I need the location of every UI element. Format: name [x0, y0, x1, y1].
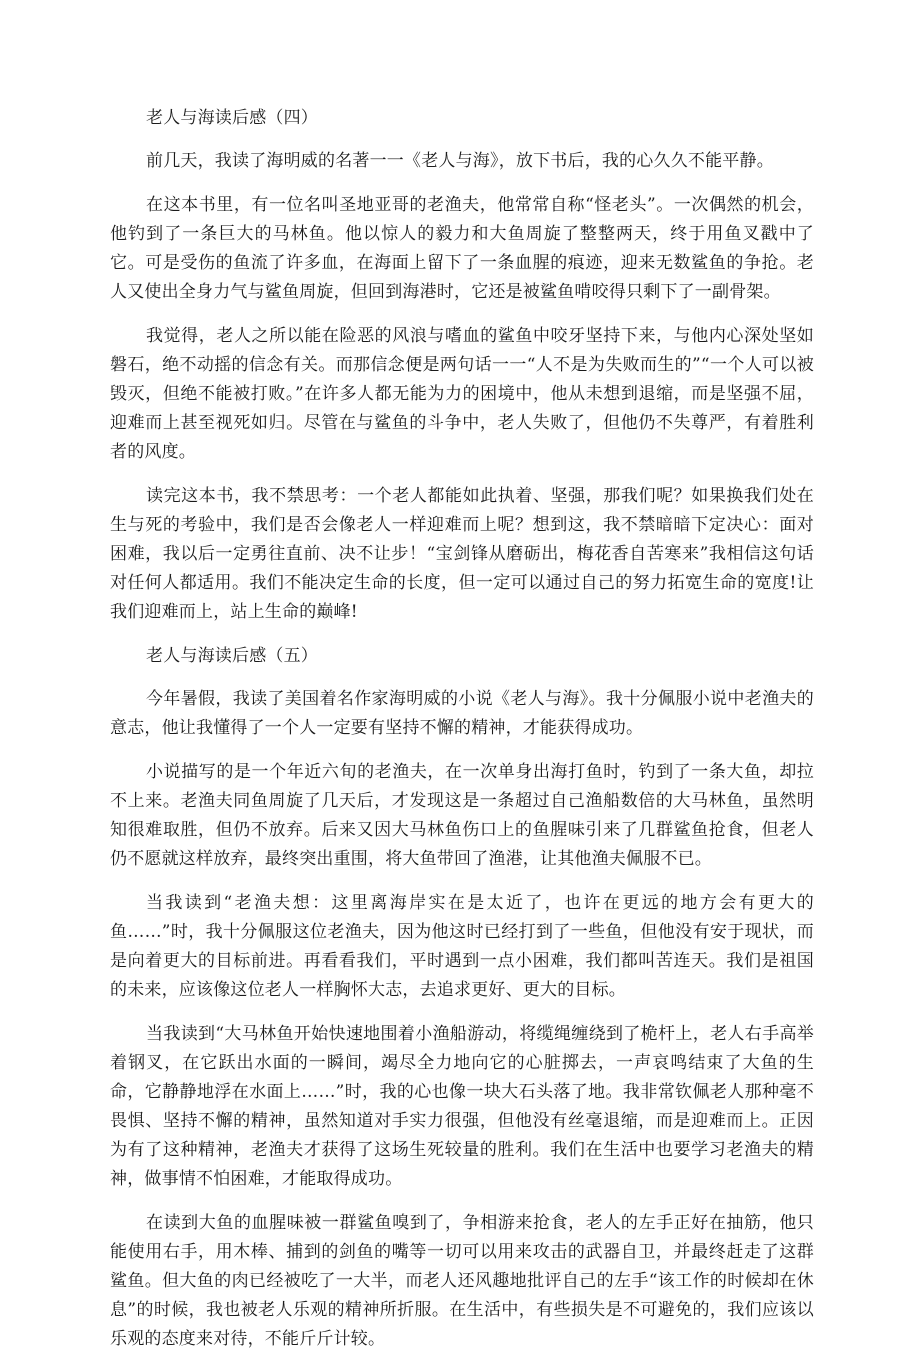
paragraph: 在读到大鱼的血腥味被一群鲨鱼嗅到了，争相游来抢食，老人的左手正好在抽筋，他只能使用右手，用木棒、捕到的剑鱼的嘴等一切可以用来攻击的武器自卫，并最终赶走了这群鲨鱼。但大鱼的肉已经被吃了一大半，而老人还风趣地批评自己的左手“该工作的时候却在休息”的时候，我也被老人乐观的精神所折服。在生活中，有些损失是不可避免的，我们应该以乐观的态度来对待，不能斤斤计较。 [110, 1213, 814, 1349]
paragraph: 小说描写的是一个年近六旬的老渔夫，在一次单身出海打鱼时，钓到了一条大鱼，却拉不上来。老渔夫同鱼周旋了几天后，才发现这是一条超过自己渔船数倍的大马林鱼，虽然明知很难取胜，但仍不放弃。后来又因大马林鱼伤口上的鱼腥味引来了几群鲨鱼抢食，但老人仍不愿就这样放弃，最终突出重围，将大鱼带回了渔港，让其他渔夫佩服不已。 [110, 762, 814, 869]
paragraph: 今年暑假，我读了美国着名作家海明威的小说《老人与海》。我十分佩服小说中老渔夫的意志，他让我懂得了一个人一定要有坚持不懈的精神，才能获得成功。 [110, 689, 814, 738]
paragraph: 当我读到“老渔夫想：这里离海岸实在是太近了，也许在更远的地方会有更大的鱼……”时，我十分佩服这位老渔夫，因为他这时已经打到了一些鱼，但他没有安于现状，而是向着更大的目标前进。再看看我们，平时遇到一点小困难，我们都叫苦连天。我们是祖国的未来，应该像这位老人一样胸怀大志，去追求更好、更大的目标。 [110, 893, 814, 1000]
paragraph: 我觉得，老人之所以能在险恶的风浪与嗜血的鲨鱼中咬牙坚持下来，与他内心深处坚如磐石，绝不动摇的信念有关。而那信念便是两句话一一“人不是为失败而生的”“一个人可以被毁灭，但绝不能被打败。”在许多人都无能为力的困境中，他从未想到退缩，而是坚强不屈，迎难而上甚至视死如归。尽管在与鲨鱼的斗争中，老人失败了，但他仍不失尊严，有着胜利者的风度。 [110, 326, 814, 462]
section-title-4: 老人与海读后感（四） [146, 108, 318, 128]
section-title-5: 老人与海读后感（五） [146, 646, 318, 666]
paragraph: 当我读到“大马林鱼开始快速地围着小渔船游动，将缆绳缠绕到了桅杆上，老人右手高举着钢叉，在它跃出水面的一瞬间，竭尽全力地向它的心脏掷去，一声哀鸣结束了大鱼的生命，它静静地浮在水面上……”时，我的心也像一块大石头落了地。我非常钦佩老人那种毫不畏惧、坚持不懈的精神，虽然知道对手实力很强，但他没有丝毫退缩，而是迎难而上。正因为有了这种精神，老渔夫才获得了这场生死较量的胜利。我们在生活中也要学习老渔夫的精神，做事情不怕困难，才能取得成功。 [110, 1024, 814, 1189]
paragraph: 读完这本书，我不禁思考：一个老人都能如此执着、坚强，那我们呢？如果换我们处在生与死的考验中，我们是否会像老人一样迎难而上呢？想到这，我不禁暗暗下定决心：面对困难，我以后一定勇往直前、决不让步！“宝剑锋从磨砺出，梅花香自苦寒来”我相信这句话对任何人都适用。我们不能决定生命的长度，但一定可以通过自己的努力拓宽生命的宽度!让我们迎难而上，站上生命的巅峰! [110, 486, 814, 622]
paragraph: 前几天，我读了海明威的名著一一《老人与海》，放下书后，我的心久久不能平静。 [146, 151, 774, 171]
paragraph: 在这本书里，有一位名叫圣地亚哥的老渔夫，他常常自称“怪老头”。一次偶然的机会，他钓到了一条巨大的马林鱼。他以惊人的毅力和大鱼周旋了整整两天，终于用鱼叉戳中了它。可是受伤的鱼流了许多血，在海面上留下了一条血腥的痕迹，迎来无数鲨鱼的争抢。老人又使出全身力气与鲨鱼周旋，但回到海港时，它还是被鲨鱼啃咬得只剩下了一副骨架。 [110, 195, 814, 302]
